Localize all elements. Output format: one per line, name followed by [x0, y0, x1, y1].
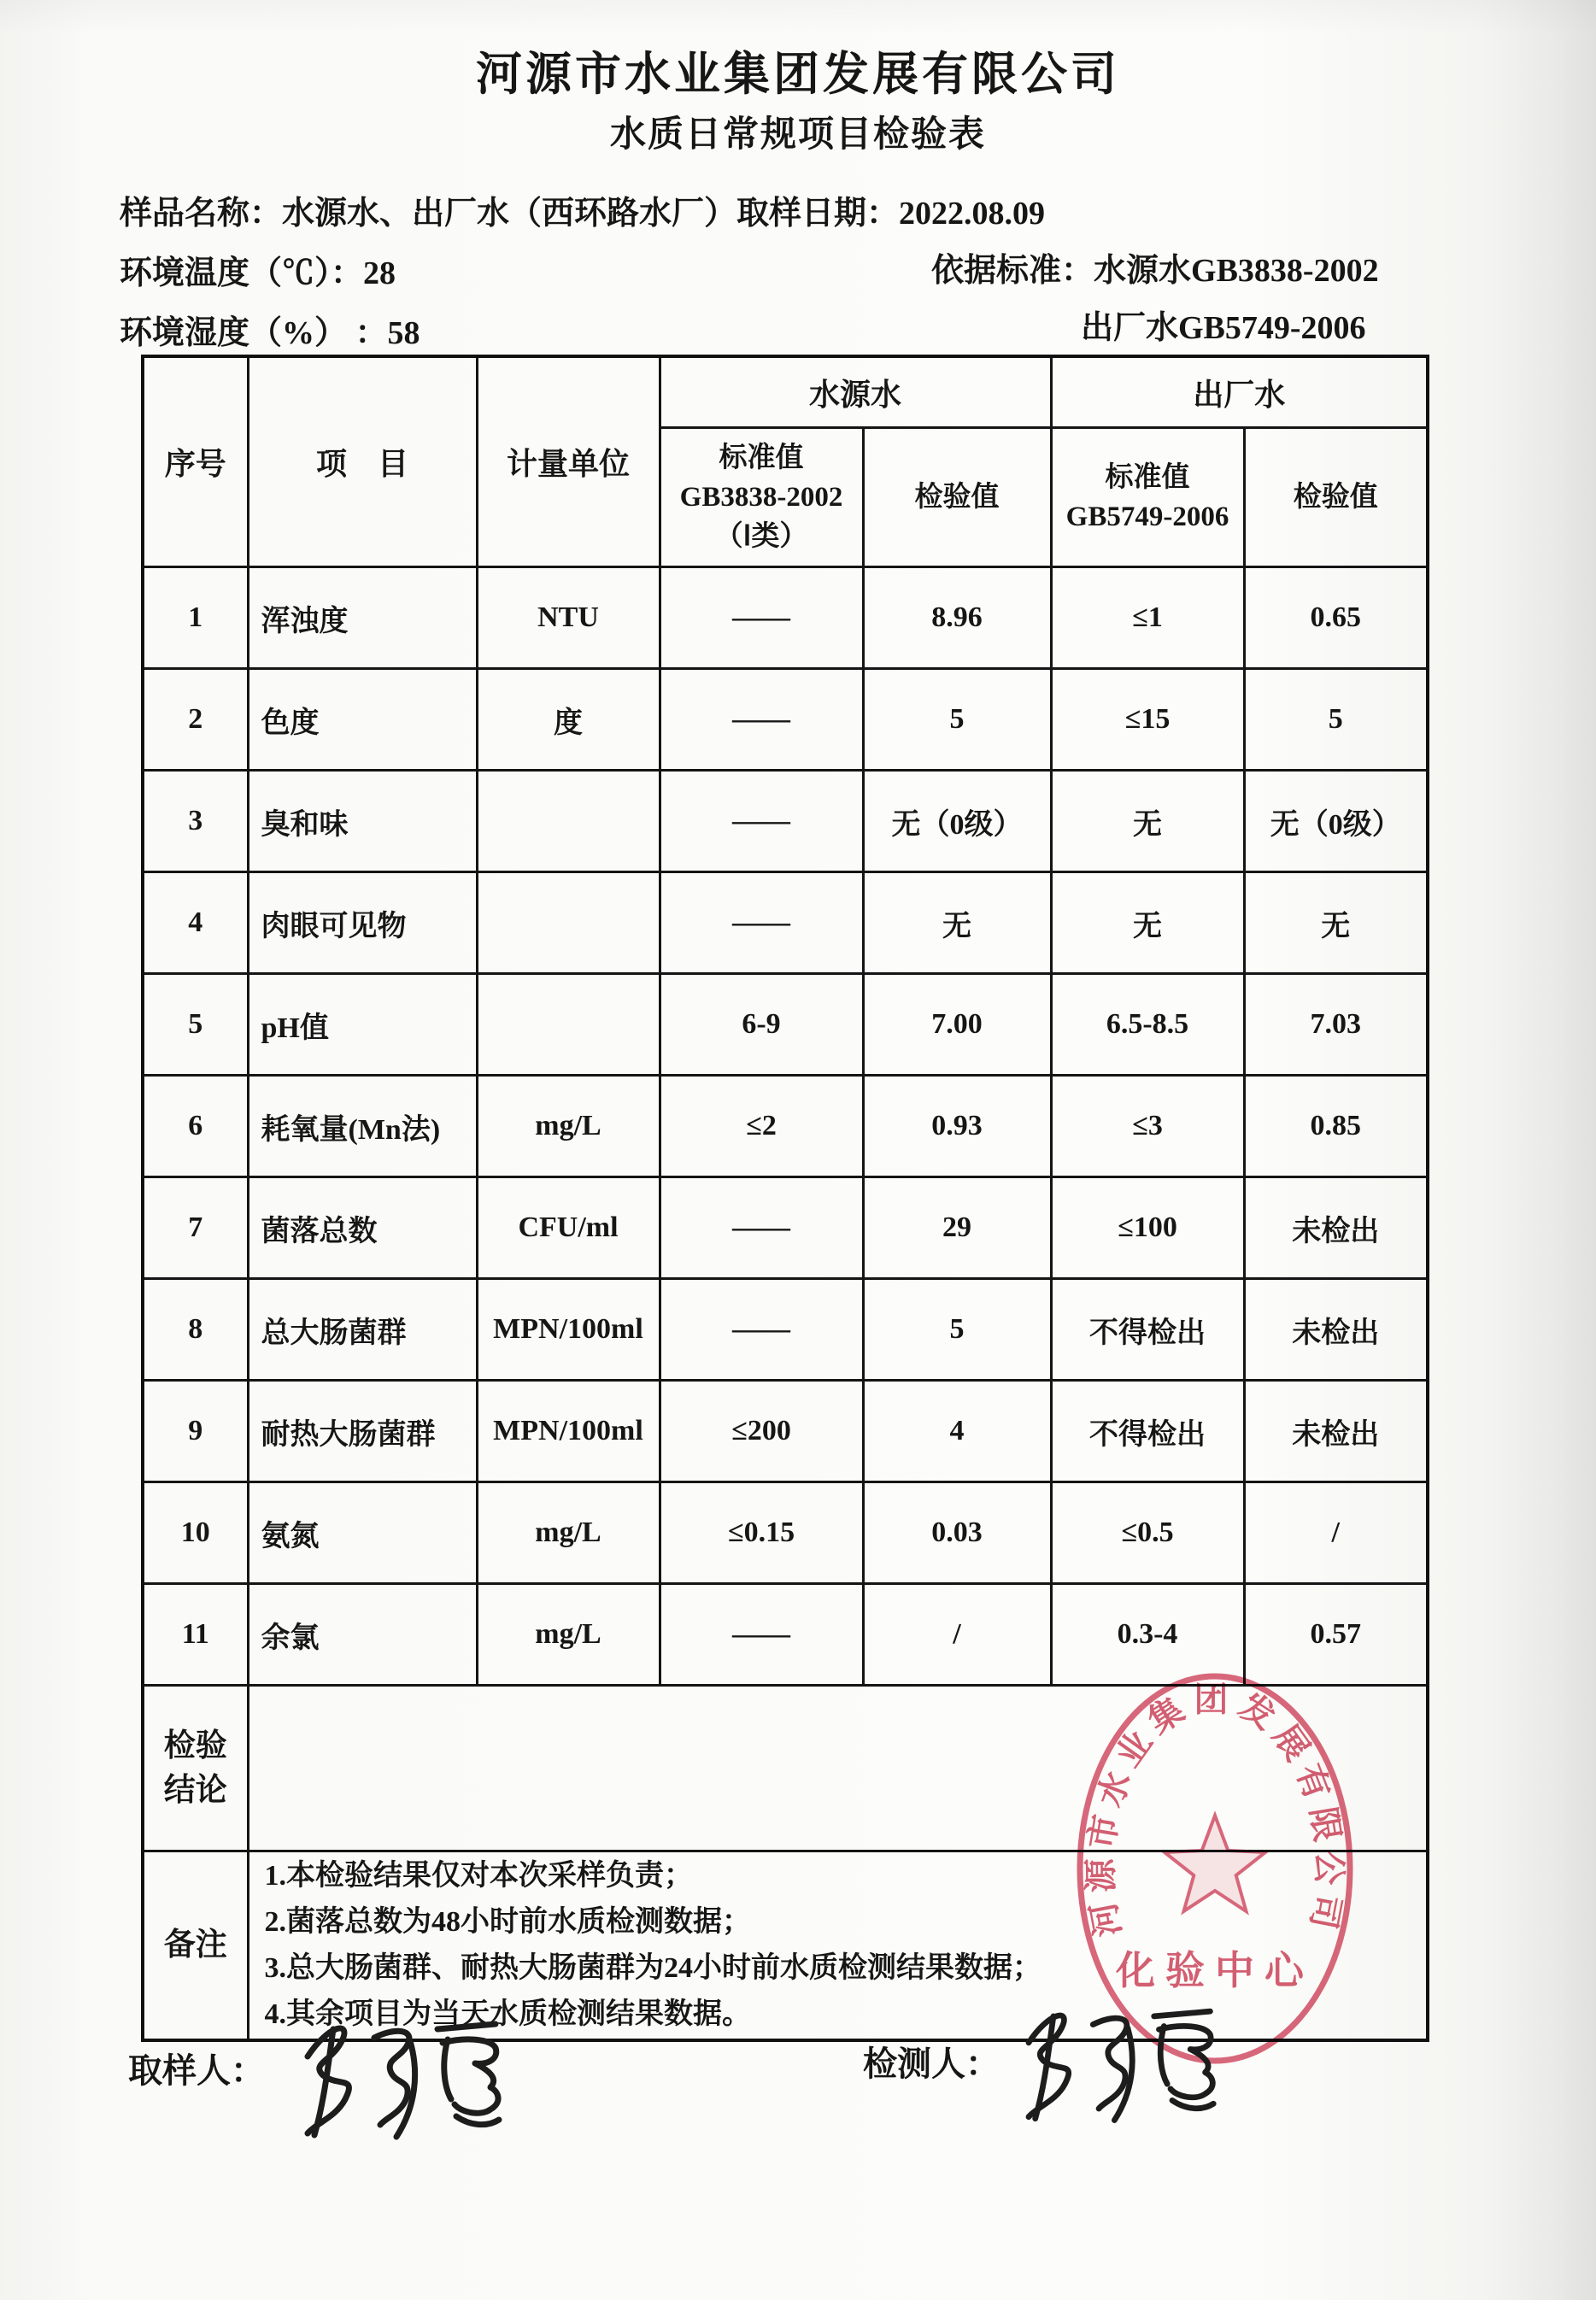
cell-unit: 度 — [477, 669, 660, 771]
cell-source-standard: 6-9 — [660, 974, 863, 1076]
cell-item: 总大肠菌群 — [248, 1279, 477, 1381]
cell-tap-value: 7.03 — [1244, 974, 1428, 1076]
cell-no: 3 — [143, 771, 248, 872]
source-water-standard: 水源水GB3838-2002 — [1094, 253, 1379, 289]
cell-source-value: 5 — [863, 1279, 1051, 1381]
cell-source-standard: ≤2 — [660, 1076, 863, 1177]
cell-tap-value: 未检出 — [1244, 1177, 1428, 1279]
table-row — [143, 669, 1428, 771]
cell-unit — [477, 872, 660, 974]
cell-item: 色度 — [248, 669, 477, 771]
table-row — [143, 1177, 1428, 1279]
table-header-groups — [143, 356, 1428, 428]
table-row — [143, 1076, 1428, 1177]
scan-top-shading — [0, 0, 1596, 34]
cell-no: 11 — [143, 1584, 248, 1686]
source-standard-code: GB3838-2002 — [679, 482, 843, 513]
cell-tap-standard: 无 — [1051, 872, 1244, 974]
remark-line: 2.菌落总数为48小时前水质检测数据； — [264, 1906, 751, 1938]
cell-item: 浑浊度 — [248, 567, 477, 669]
seal-star-icon — [1165, 1816, 1265, 1911]
cell-tap-standard: 6.5-8.5 — [1051, 974, 1244, 1076]
source-standard-label: 标准值 — [719, 443, 804, 473]
cell-source-value: 0.03 — [863, 1482, 1051, 1584]
cell-tap-value: 未检出 — [1244, 1381, 1428, 1482]
cell-item: pH值 — [248, 974, 477, 1076]
cell-unit: NTU — [477, 567, 660, 669]
cell-tap-value: 无（0级） — [1244, 771, 1428, 872]
cell-tap-value: 0.85 — [1244, 1076, 1428, 1177]
col-header-tap-standard — [1051, 428, 1244, 567]
cell-source-value: 无（0级） — [863, 771, 1051, 872]
cell-no: 6 — [143, 1076, 248, 1177]
cell-tap-value: 0.57 — [1244, 1584, 1428, 1686]
cell-unit: mg/L — [477, 1482, 660, 1584]
sample-name-label: 样品名称： — [120, 196, 283, 232]
humidity-value: 58 — [387, 315, 420, 351]
temperature-line — [120, 246, 396, 293]
company-title: 河源市水业集团发展有限公司 — [476, 49, 1120, 100]
cell-tap-standard: ≤3 — [1051, 1076, 1244, 1177]
conclusion-label: 检验 结论 — [143, 1686, 248, 1851]
cell-unit — [477, 974, 660, 1076]
cell-source-value: 无 — [863, 872, 1051, 974]
cell-unit: CFU/ml — [477, 1177, 660, 1279]
cell-item: 菌落总数 — [248, 1177, 477, 1279]
humidity-line — [120, 306, 420, 353]
cell-tap-standard: ≤100 — [1051, 1177, 1244, 1279]
sample-info-line — [120, 186, 1045, 233]
cell-unit — [477, 771, 660, 872]
cell-unit: MPN/100ml — [477, 1381, 660, 1482]
cell-source-standard: —— — [660, 872, 863, 974]
cell-tap-standard: ≤0.5 — [1051, 1482, 1244, 1584]
cell-tap-value: / — [1244, 1482, 1428, 1584]
cell-source-standard: —— — [660, 567, 863, 669]
table-row — [143, 872, 1428, 974]
temperature-value: 28 — [363, 255, 396, 291]
col-header-source-value: 检验值 — [863, 428, 1051, 567]
remarks-label: 备注 — [143, 1851, 248, 2041]
cell-source-standard: —— — [660, 1584, 863, 1686]
source-standard-class: （Ⅰ类） — [714, 521, 808, 552]
cell-tap-standard: 不得检出 — [1051, 1279, 1244, 1381]
col-header-item: 项 目 — [248, 356, 477, 567]
cell-source-value: 5 — [863, 669, 1051, 771]
cell-tap-value: 未检出 — [1244, 1279, 1428, 1381]
cell-unit: mg/L — [477, 1076, 660, 1177]
cell-source-standard: —— — [660, 1177, 863, 1279]
cell-tap-value: 0.65 — [1244, 567, 1428, 669]
cell-no: 2 — [143, 669, 248, 771]
tester-signature-handwriting — [1004, 1991, 1243, 2157]
tap-water-standard: 出厂水GB5749-2006 — [1081, 310, 1366, 346]
col-header-tap-value: 检验值 — [1244, 428, 1428, 567]
cell-source-standard: —— — [660, 669, 863, 771]
tester-label: 检测人： — [863, 2045, 1000, 2083]
tap-standard-code: GB5749-2006 — [1065, 502, 1229, 532]
humidity-label: 环境湿度（%） ： — [120, 315, 388, 351]
cell-item: 耗氧量(Mn法) — [248, 1076, 477, 1177]
remark-line: 3.总大肠菌群、耐热大肠菌群为24小时前水质检测结果数据； — [264, 1952, 1042, 1984]
table-row — [143, 1279, 1428, 1381]
tap-standard-label: 标准值 — [1105, 462, 1190, 493]
cell-no: 4 — [143, 872, 248, 974]
col-header-no: 序号 — [143, 356, 248, 567]
cell-item: 肉眼可见物 — [248, 872, 477, 974]
cell-item: 臭和味 — [248, 771, 477, 872]
cell-tap-value: 无 — [1244, 872, 1428, 974]
group-header-source-water: 水源水 — [660, 356, 1051, 428]
cell-no: 1 — [143, 567, 248, 669]
cell-source-standard: —— — [660, 1279, 863, 1381]
group-header-tap-water: 出厂水 — [1051, 356, 1428, 428]
remark-line: 1.本检验结果仅对本次采样负责； — [264, 1860, 693, 1892]
table-row — [143, 771, 1428, 872]
cell-tap-standard: 无 — [1051, 771, 1244, 872]
cell-item: 耐热大肠菌群 — [248, 1381, 477, 1482]
sampler-signature-handwriting — [282, 2004, 530, 2174]
standard-basis-label: 依据标准： — [931, 253, 1094, 289]
remark-line: 4.其余项目为当天水质检测结果数据。 — [264, 1998, 751, 2030]
seal-center-text: 化验中心 — [1116, 1949, 1314, 1992]
cell-source-standard: ≤200 — [660, 1381, 863, 1482]
cell-unit: mg/L — [477, 1584, 660, 1686]
cell-no: 10 — [143, 1482, 248, 1584]
scan-edge-shading — [1476, 0, 1596, 2300]
cell-no: 9 — [143, 1381, 248, 1482]
table-row — [143, 567, 1428, 669]
table-row — [143, 1482, 1428, 1584]
sampling-date-value: 2022.08.09 — [899, 196, 1046, 232]
seal-ring-text: 河源市水业集团发展有限公司 — [1081, 1680, 1349, 1940]
cell-tap-standard: ≤1 — [1051, 567, 1244, 669]
standard-basis-line — [931, 243, 1379, 290]
cell-source-value: 4 — [863, 1381, 1051, 1482]
cell-no: 7 — [143, 1177, 248, 1279]
document-title: 水质日常规项目检验表 — [609, 115, 986, 155]
cell-tap-standard: ≤15 — [1051, 669, 1244, 771]
temperature-label: 环境温度（℃）： — [120, 255, 364, 291]
table-row — [143, 974, 1428, 1076]
cell-no: 8 — [143, 1279, 248, 1381]
col-header-source-standard — [660, 428, 863, 567]
cell-unit: MPN/100ml — [477, 1279, 660, 1381]
sampling-date-label: 取样日期： — [736, 196, 900, 232]
cell-tap-value: 5 — [1244, 669, 1428, 771]
cell-source-value: / — [863, 1584, 1051, 1686]
cell-item: 余氯 — [248, 1584, 477, 1686]
col-header-unit: 计量单位 — [477, 356, 660, 567]
sample-name-value: 水源水、出厂水（西环路水厂） — [282, 196, 737, 232]
sampler-label: 取样人： — [128, 2051, 265, 2090]
cell-source-standard: ≤0.15 — [660, 1482, 863, 1584]
cell-source-value: 7.00 — [863, 974, 1051, 1076]
cell-source-value: 29 — [863, 1177, 1051, 1279]
cell-tap-standard: 0.3-4 — [1051, 1584, 1244, 1686]
cell-source-standard: —— — [660, 771, 863, 872]
cell-item: 氨氮 — [248, 1482, 477, 1584]
cell-source-value: 8.96 — [863, 567, 1051, 669]
table-row — [143, 1381, 1428, 1482]
cell-tap-standard: 不得检出 — [1051, 1381, 1244, 1482]
cell-no: 5 — [143, 974, 248, 1076]
cell-source-value: 0.93 — [863, 1076, 1051, 1177]
